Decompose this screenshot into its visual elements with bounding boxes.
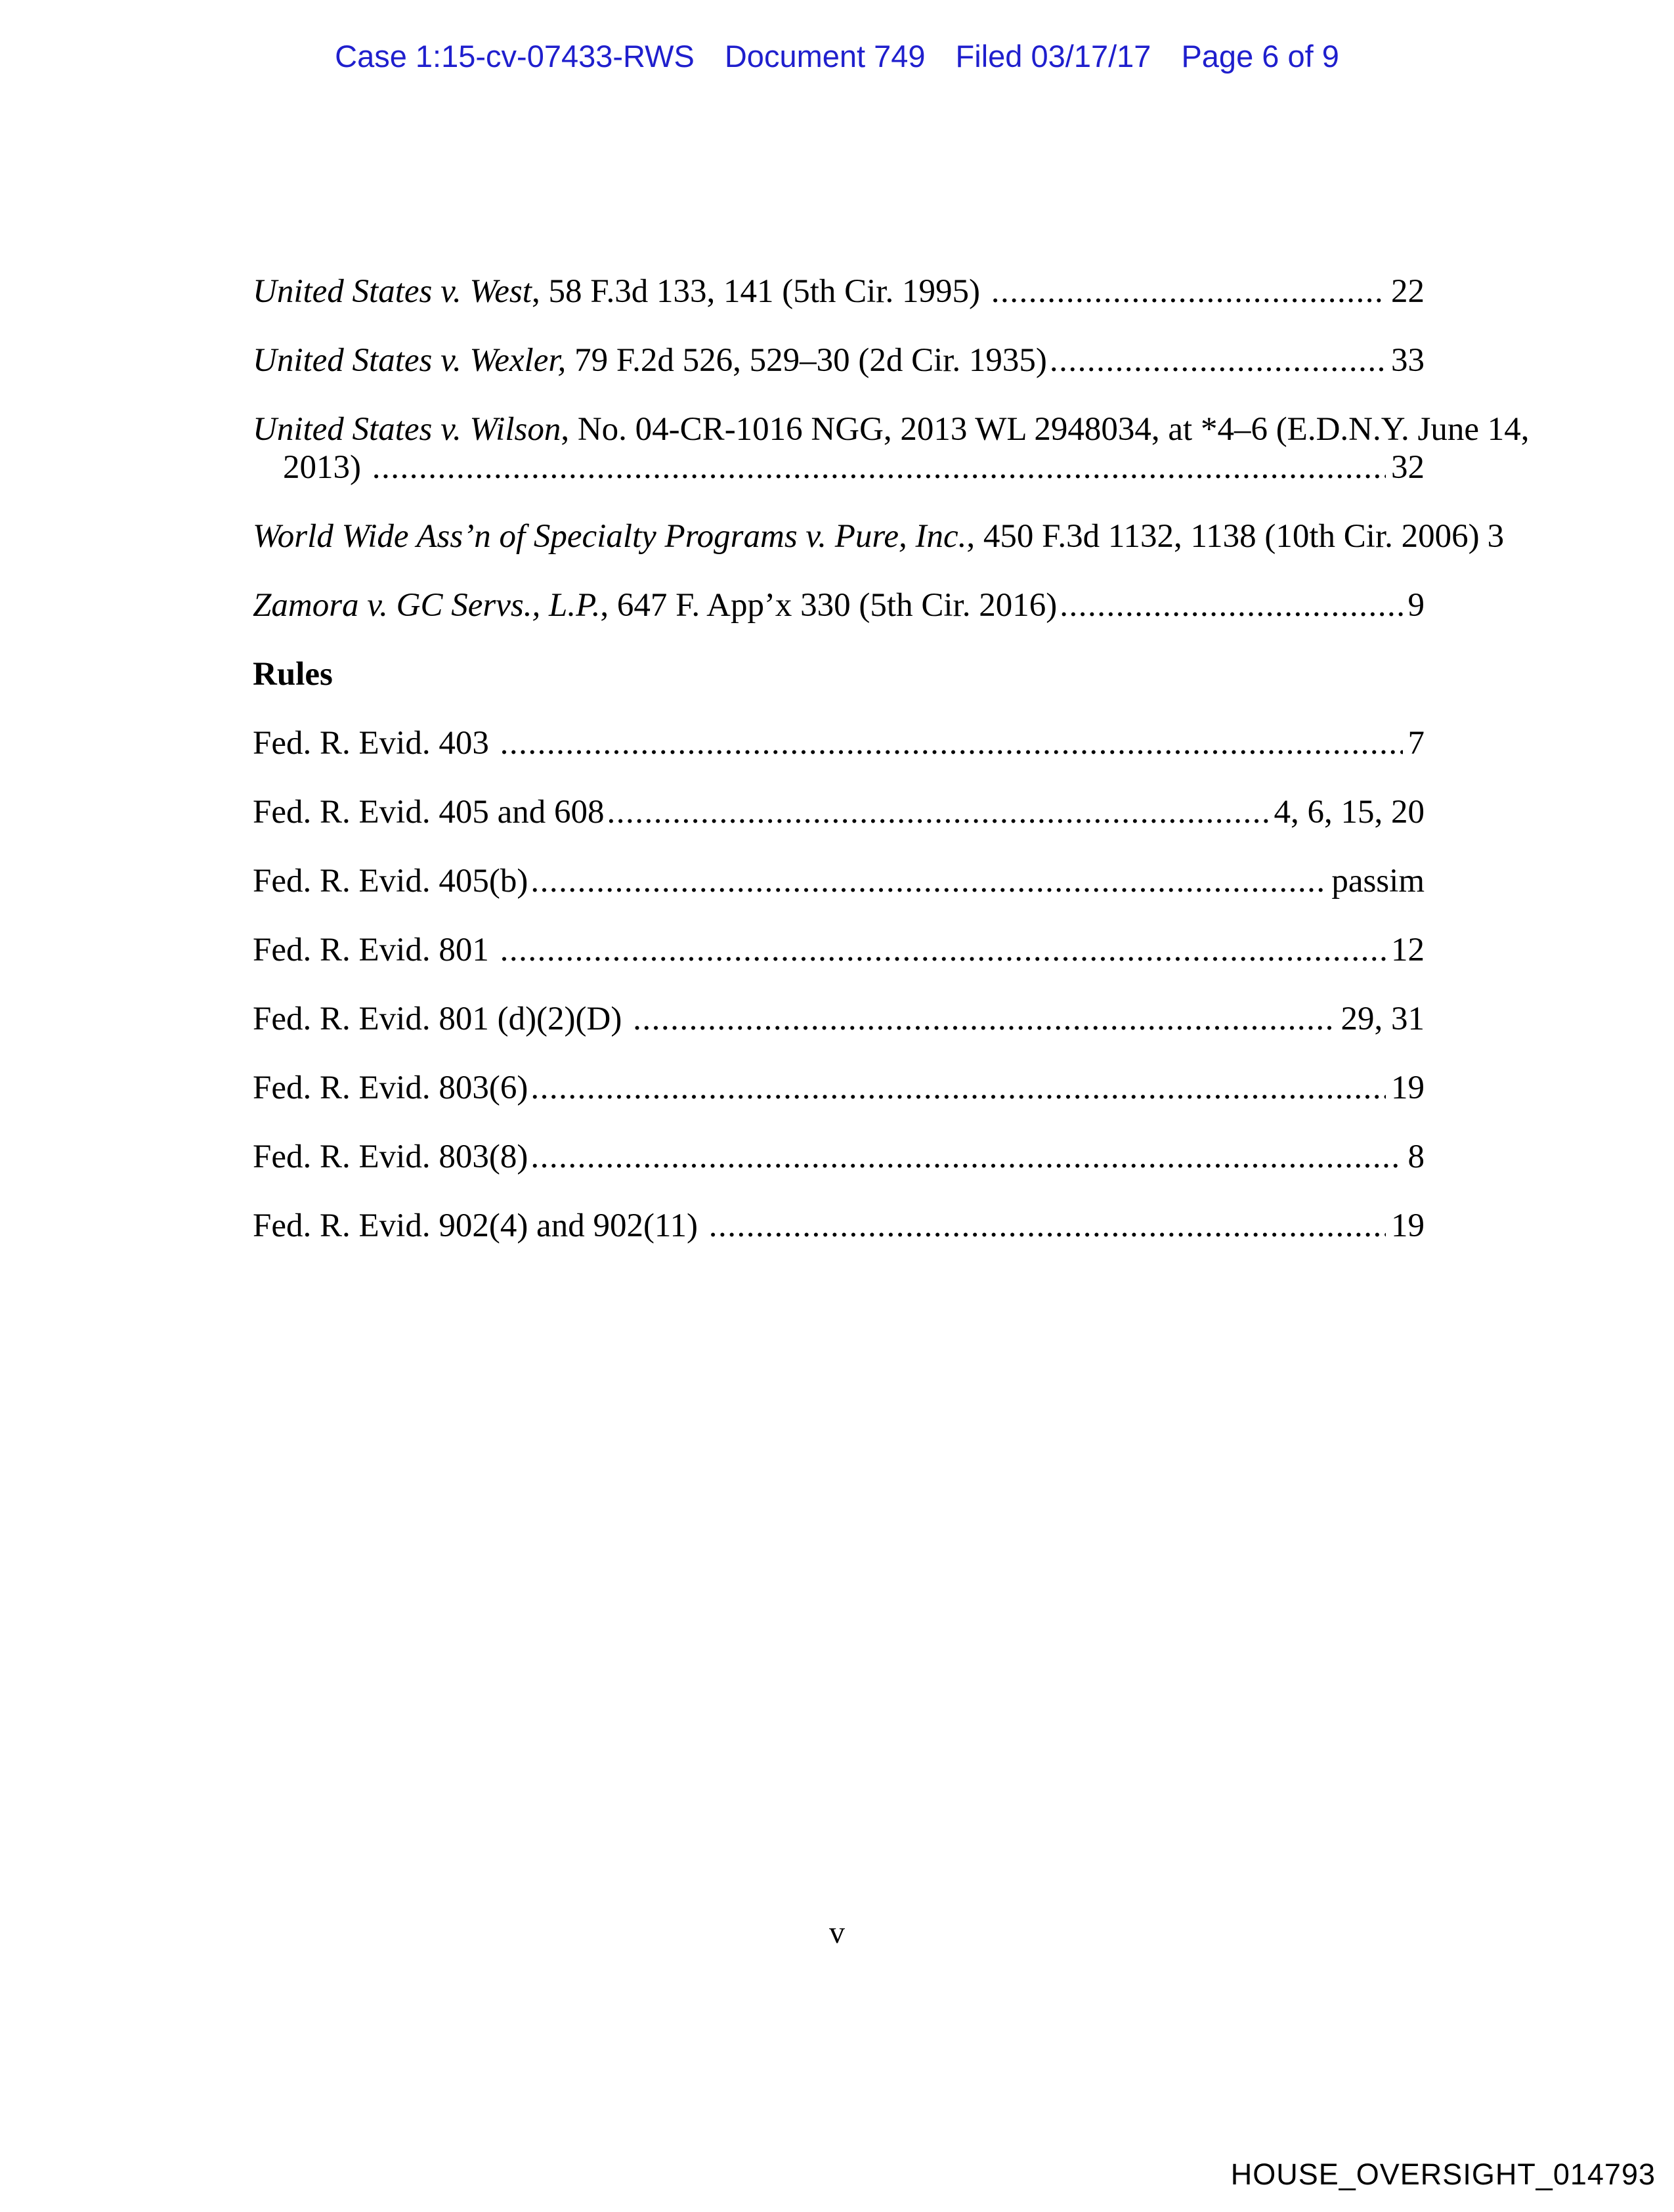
dot-leader (500, 931, 1386, 969)
ecf-stamp-header (0, 38, 1674, 74)
case-citation: , 58 F.3d 133, 141 (5th Cir. 1995) (531, 273, 989, 310)
dot-leader (530, 862, 1326, 900)
dot-leader (1060, 586, 1402, 624)
toa-rule-entry (253, 1138, 1425, 1176)
document-page-number: v (829, 1915, 845, 1950)
toa-case-entry (253, 272, 1425, 311)
dot-leader (500, 724, 1403, 762)
toa-case-entry (253, 517, 1505, 555)
page-reference: 8 (1407, 1139, 1425, 1175)
ecf-page-number: Page 6 of 9 (1181, 39, 1339, 74)
case-name: United States v. Wilson (253, 411, 561, 448)
dot-leader (633, 1000, 1335, 1038)
rules-section-heading: Rules (253, 656, 333, 693)
dot-leader (1050, 341, 1386, 380)
page-reference: 22 (1391, 273, 1425, 310)
toa-rule-entry (253, 931, 1425, 969)
toa-case-entry-line2 (253, 448, 1425, 487)
toa-rule-entry (253, 1000, 1425, 1038)
rule-citation: Fed. R. Evid. 405(b) (253, 863, 528, 900)
page-reference: 19 (1391, 1070, 1425, 1106)
page-reference: 12 (1391, 932, 1425, 968)
page-reference: 9 (1407, 587, 1425, 624)
rule-citation: Fed. R. Evid. 902(4) and 902(11) (253, 1207, 706, 1244)
dot-leader (530, 1138, 1402, 1176)
toa-rule-entry (253, 862, 1425, 900)
dot-leader (991, 272, 1386, 311)
ecf-filed-date: Filed 03/17/17 (955, 39, 1151, 74)
dot-leader (372, 448, 1386, 487)
page-reference: 29, 31 (1341, 1001, 1425, 1037)
page-reference: 3 (1487, 518, 1505, 555)
toa-rule-entry (253, 793, 1425, 831)
page-reference: 7 (1407, 725, 1425, 762)
case-citation: , No. 04-CR-1016 NGG, 2013 WL 2948034, at *4–6 (E.D.N.Y. June 14, (561, 411, 1530, 448)
dot-leader (607, 793, 1268, 831)
ecf-document-number: Document 749 (724, 39, 926, 74)
rule-citation: Fed. R. Evid. 403 (253, 725, 498, 762)
rule-citation: Fed. R. Evid. 801 (d)(2)(D) (253, 1001, 631, 1037)
case-name: United States v. Wexler, (253, 342, 567, 379)
table-of-authorities (253, 272, 1530, 1276)
toa-case-entry (253, 341, 1425, 380)
rule-citation: Fed. R. Evid. 803(6) (253, 1070, 528, 1106)
dot-leader (709, 1207, 1386, 1245)
toa-case-entry-line1 (253, 410, 1530, 448)
page-reference: passim (1331, 863, 1425, 900)
case-citation: , 450 F.3d 1132, 1138 (10th Cir. 2006) (966, 518, 1480, 555)
page-reference: 33 (1391, 342, 1425, 379)
case-citation-continued: 2013) (283, 449, 370, 486)
case-name: World Wide Ass’n of Specialty Programs v. Pure, Inc. (253, 518, 967, 555)
case-citation: 79 F.2d 526, 529–30 (2d Cir. 1935) (566, 342, 1047, 379)
case-name: United States v. West (253, 273, 532, 310)
case-name: Zamora v. GC Servs., L.P. (253, 587, 601, 624)
page-reference: 32 (1391, 449, 1425, 486)
bates-number: HOUSE_OVERSIGHT_014793 (1230, 2158, 1656, 2191)
rule-citation: Fed. R. Evid. 801 (253, 932, 498, 968)
toa-case-entry (253, 586, 1425, 624)
toa-rule-entry (253, 724, 1425, 762)
rule-citation: Fed. R. Evid. 803(8) (253, 1139, 528, 1175)
toa-rule-entry (253, 1207, 1425, 1245)
ecf-case-number: Case 1:15-cv-07433-RWS (335, 39, 695, 74)
page-reference: 19 (1391, 1207, 1425, 1244)
case-citation: , 647 F. App’x 330 (5th Cir. 2016) (600, 587, 1058, 624)
dot-leader (530, 1069, 1386, 1107)
rule-citation: Fed. R. Evid. 405 and 608 (253, 794, 605, 831)
toa-rule-entry (253, 1069, 1425, 1107)
page-reference: 4, 6, 15, 20 (1274, 794, 1425, 831)
